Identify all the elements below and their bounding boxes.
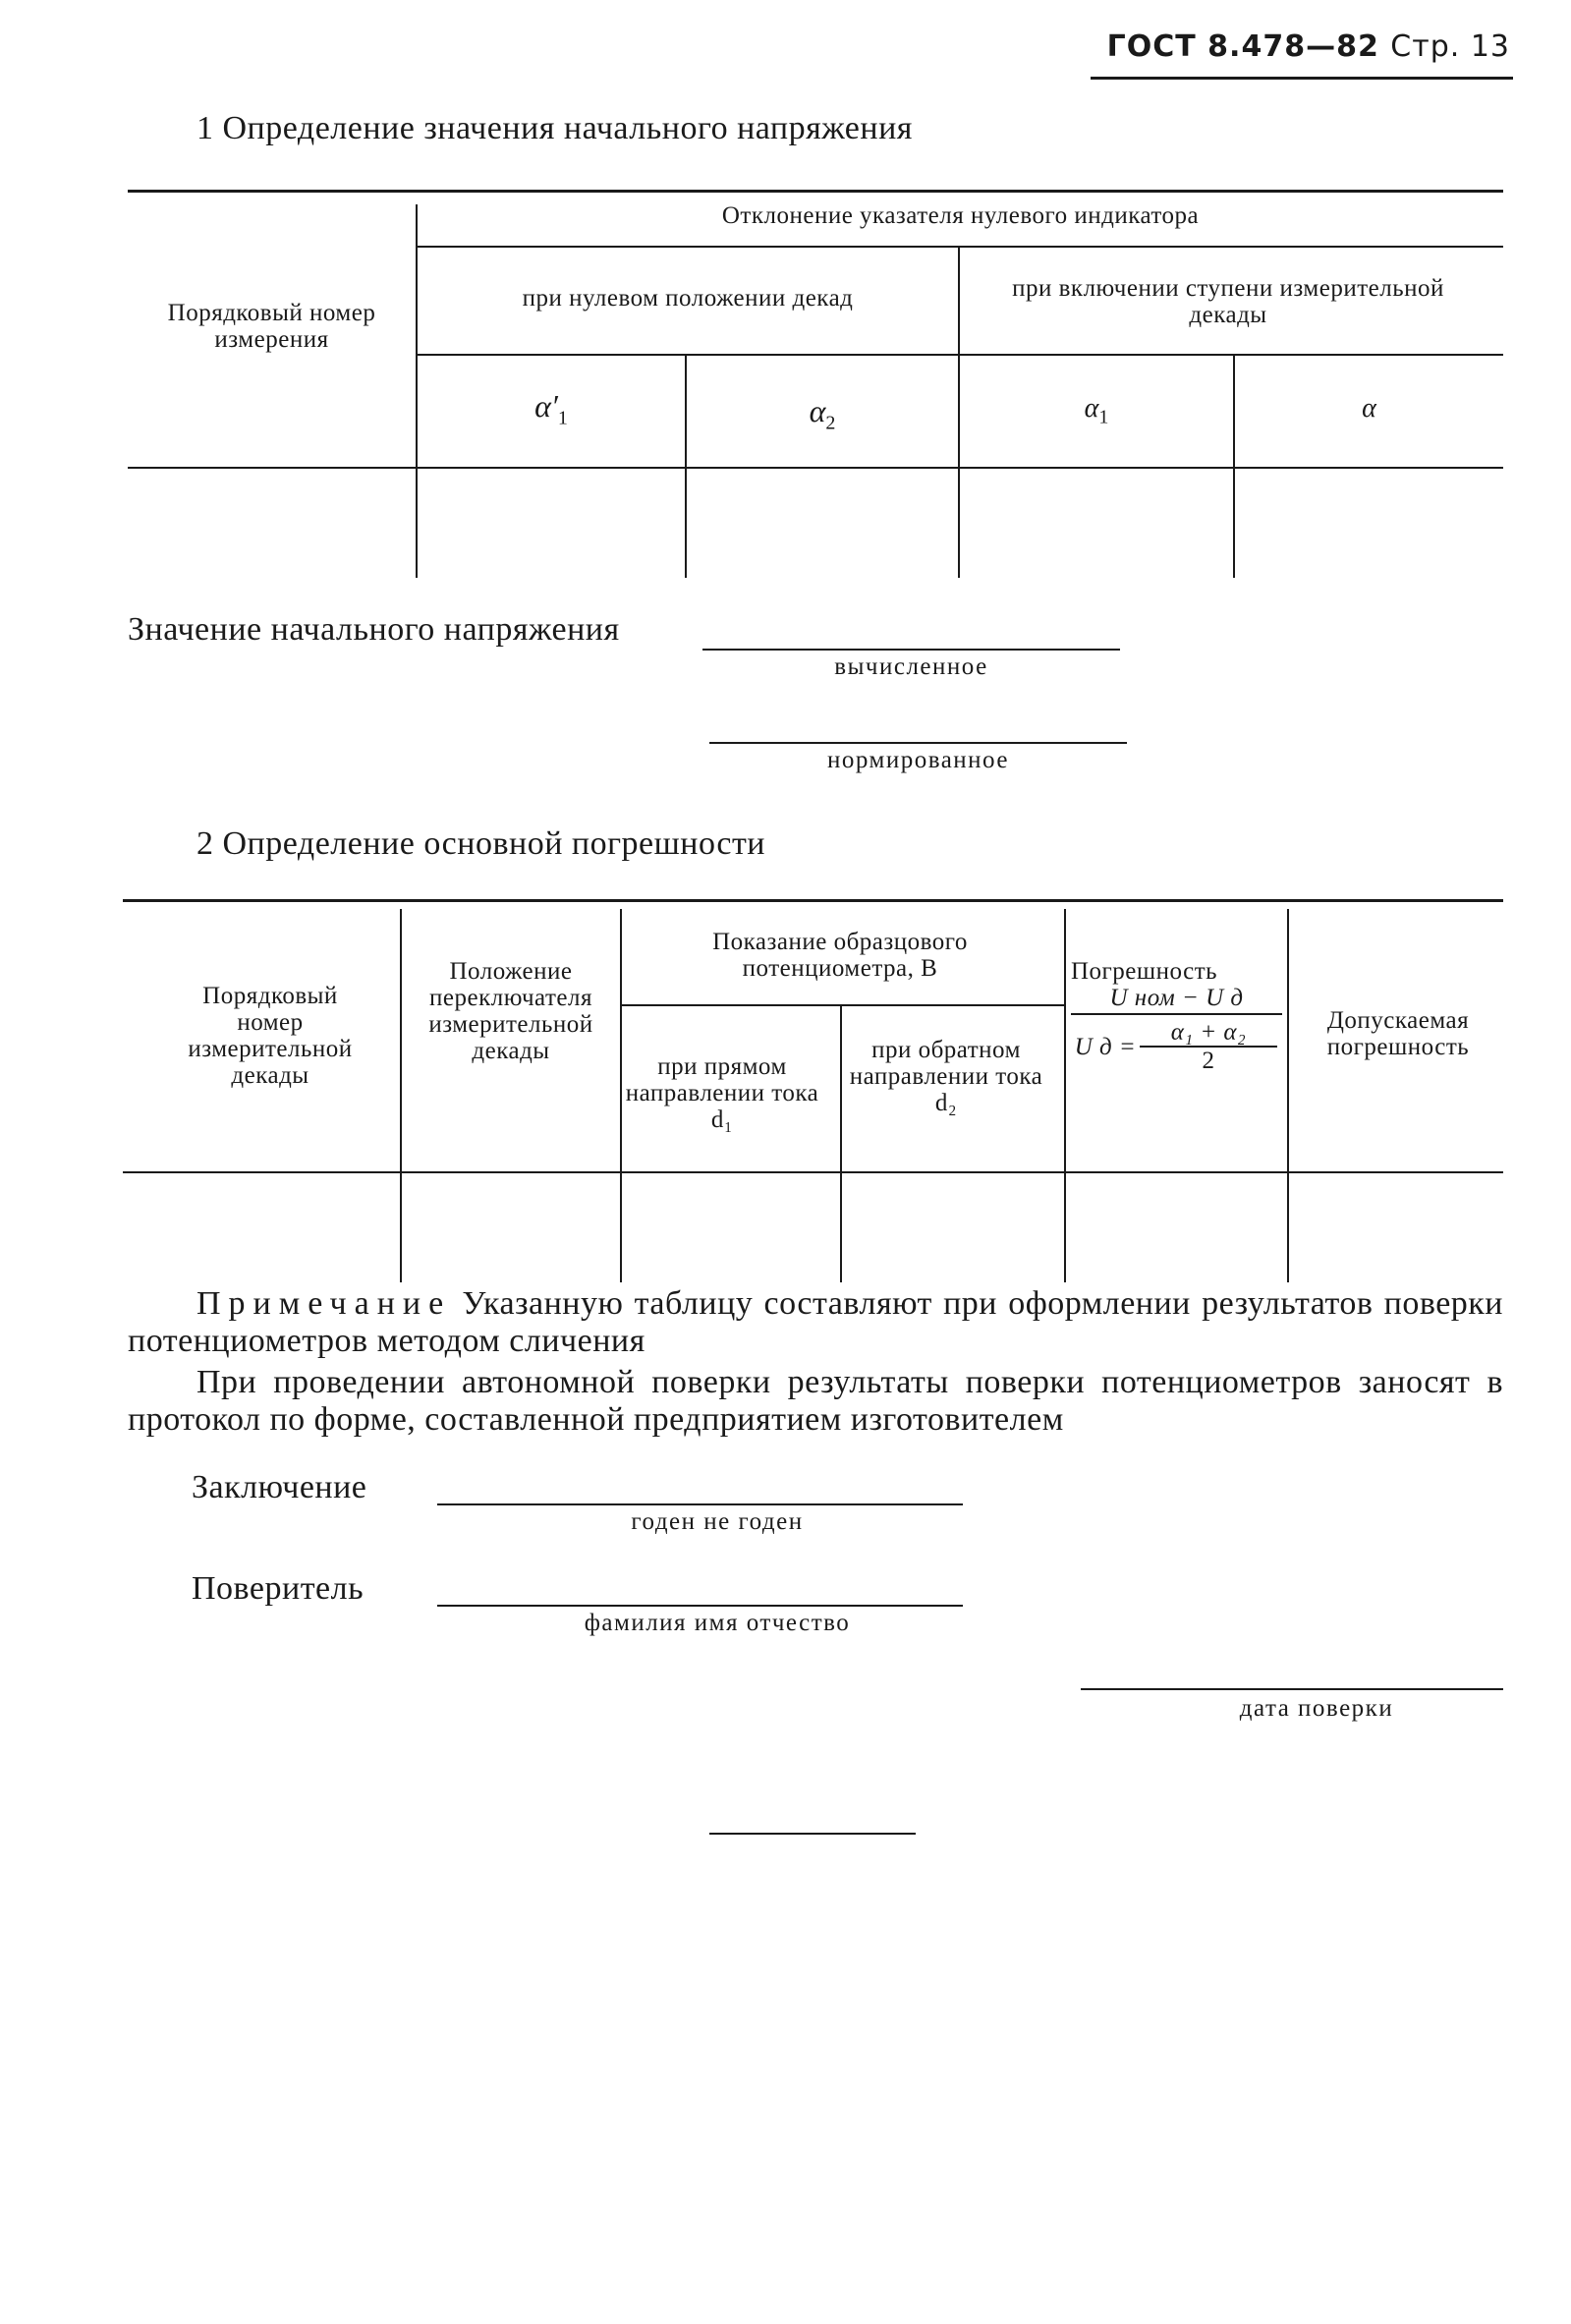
- verifier-caption: фамилия имя отчество: [584, 1610, 851, 1636]
- table1-vline-2: [685, 356, 687, 578]
- table2-vline-4: [1064, 909, 1066, 1282]
- initial-voltage-label: Значение начального напряжения: [128, 611, 620, 648]
- table2-header-rule: [123, 1171, 1503, 1173]
- table2-vline-3: [840, 1006, 842, 1282]
- page-number: Стр. 13: [1390, 29, 1510, 64]
- t2-group-header: Показание образцового потенциометра, В: [712, 929, 968, 982]
- t2-col-allowed: Допускаемая погрешность: [1326, 1007, 1470, 1060]
- conclusion-blank: [437, 1503, 963, 1505]
- verifier-blank: [437, 1605, 963, 1607]
- calc-value-blank: [702, 649, 1120, 651]
- t1-sub-header-1: при нулевом положении декад: [522, 285, 854, 312]
- t1-col-alpha1-prime: $\alpha'_1$: [534, 388, 568, 429]
- calc-caption: вычисленное: [834, 653, 988, 680]
- t1-group-header: Отклонение указателя нулевого индикатора: [721, 202, 1200, 229]
- t2-frac-denominator: 2: [1202, 1048, 1215, 1074]
- t2-col-position: Положение переключателя измерительной декады: [428, 958, 593, 1064]
- note-text: Указанную таблицу составляют при оформлении результатов поверки потенциометров методом сличения: [128, 1285, 1504, 1359]
- t1-col-alpha1: $\alpha_1$: [1084, 393, 1109, 428]
- t2-sub-forward: при прямом направлении тока d₁: [625, 1053, 819, 1133]
- verifier-label: Поверитель: [192, 1570, 365, 1607]
- closing-rule: [709, 1833, 916, 1835]
- t1-sub-header-2: при включении ступени измерительной декады: [1012, 275, 1444, 328]
- table2-vline-2: [620, 909, 622, 1282]
- t2-error-lhs: U д =: [1074, 1033, 1137, 1060]
- date-caption: дата поверки: [1239, 1695, 1394, 1722]
- norm-caption: нормированное: [827, 747, 1009, 773]
- section2-title: 2 Определение основной погрешности: [196, 825, 765, 862]
- table1-group-rule: [418, 246, 1503, 248]
- conclusion-label: Заключение: [192, 1469, 367, 1505]
- table2-top-rule: [123, 899, 1503, 902]
- page-header: [1107, 29, 1510, 64]
- table2-vline-1: [400, 909, 402, 1282]
- header-underline: [1091, 77, 1513, 80]
- norm-value-blank: [709, 742, 1127, 744]
- t2-col-error: [1071, 958, 1282, 1074]
- t1-row-header: Порядковый номер измерения: [167, 300, 376, 353]
- t1-col-alpha: α: [1362, 393, 1376, 424]
- t2-error-formula: [1071, 1019, 1282, 1074]
- section1-title: 1 Определение значения начального напряжения: [196, 110, 913, 146]
- t2-error-title: Погрешность: [1071, 958, 1218, 985]
- note-paragraph: [128, 1285, 1503, 1360]
- table1-header-rule: [128, 467, 1503, 469]
- note-label: Примечание: [196, 1285, 452, 1322]
- table1-vline-4: [1233, 356, 1235, 578]
- table1-top-rule: [128, 190, 1503, 193]
- t2-sub-reverse: при обратном направлении тока d₂: [849, 1037, 1043, 1116]
- note-paragraph-2: При проведении автономной поверки результаты поверки потенциометров заносят в протокол по форме, составленной предприятием изготовителем: [128, 1364, 1503, 1438]
- t2-error-numerator: U ном − U д: [1071, 985, 1282, 1015]
- date-blank: [1081, 1688, 1503, 1690]
- table2-group-rule: [622, 1004, 1064, 1006]
- t2-col-number: Порядковый номер измерительной декады: [188, 983, 353, 1089]
- t2-frac-numerator: α₁ + α₂: [1140, 1019, 1277, 1048]
- standard-code: ГОСТ 8.478—82: [1106, 29, 1379, 64]
- table1-sub-rule: [418, 354, 1503, 356]
- t1-col-alpha2: $\alpha_2$: [809, 393, 836, 434]
- conclusion-caption: годен не годен: [631, 1508, 804, 1535]
- table2-vline-5: [1287, 909, 1289, 1282]
- t2-error-fraction: [1140, 1019, 1277, 1074]
